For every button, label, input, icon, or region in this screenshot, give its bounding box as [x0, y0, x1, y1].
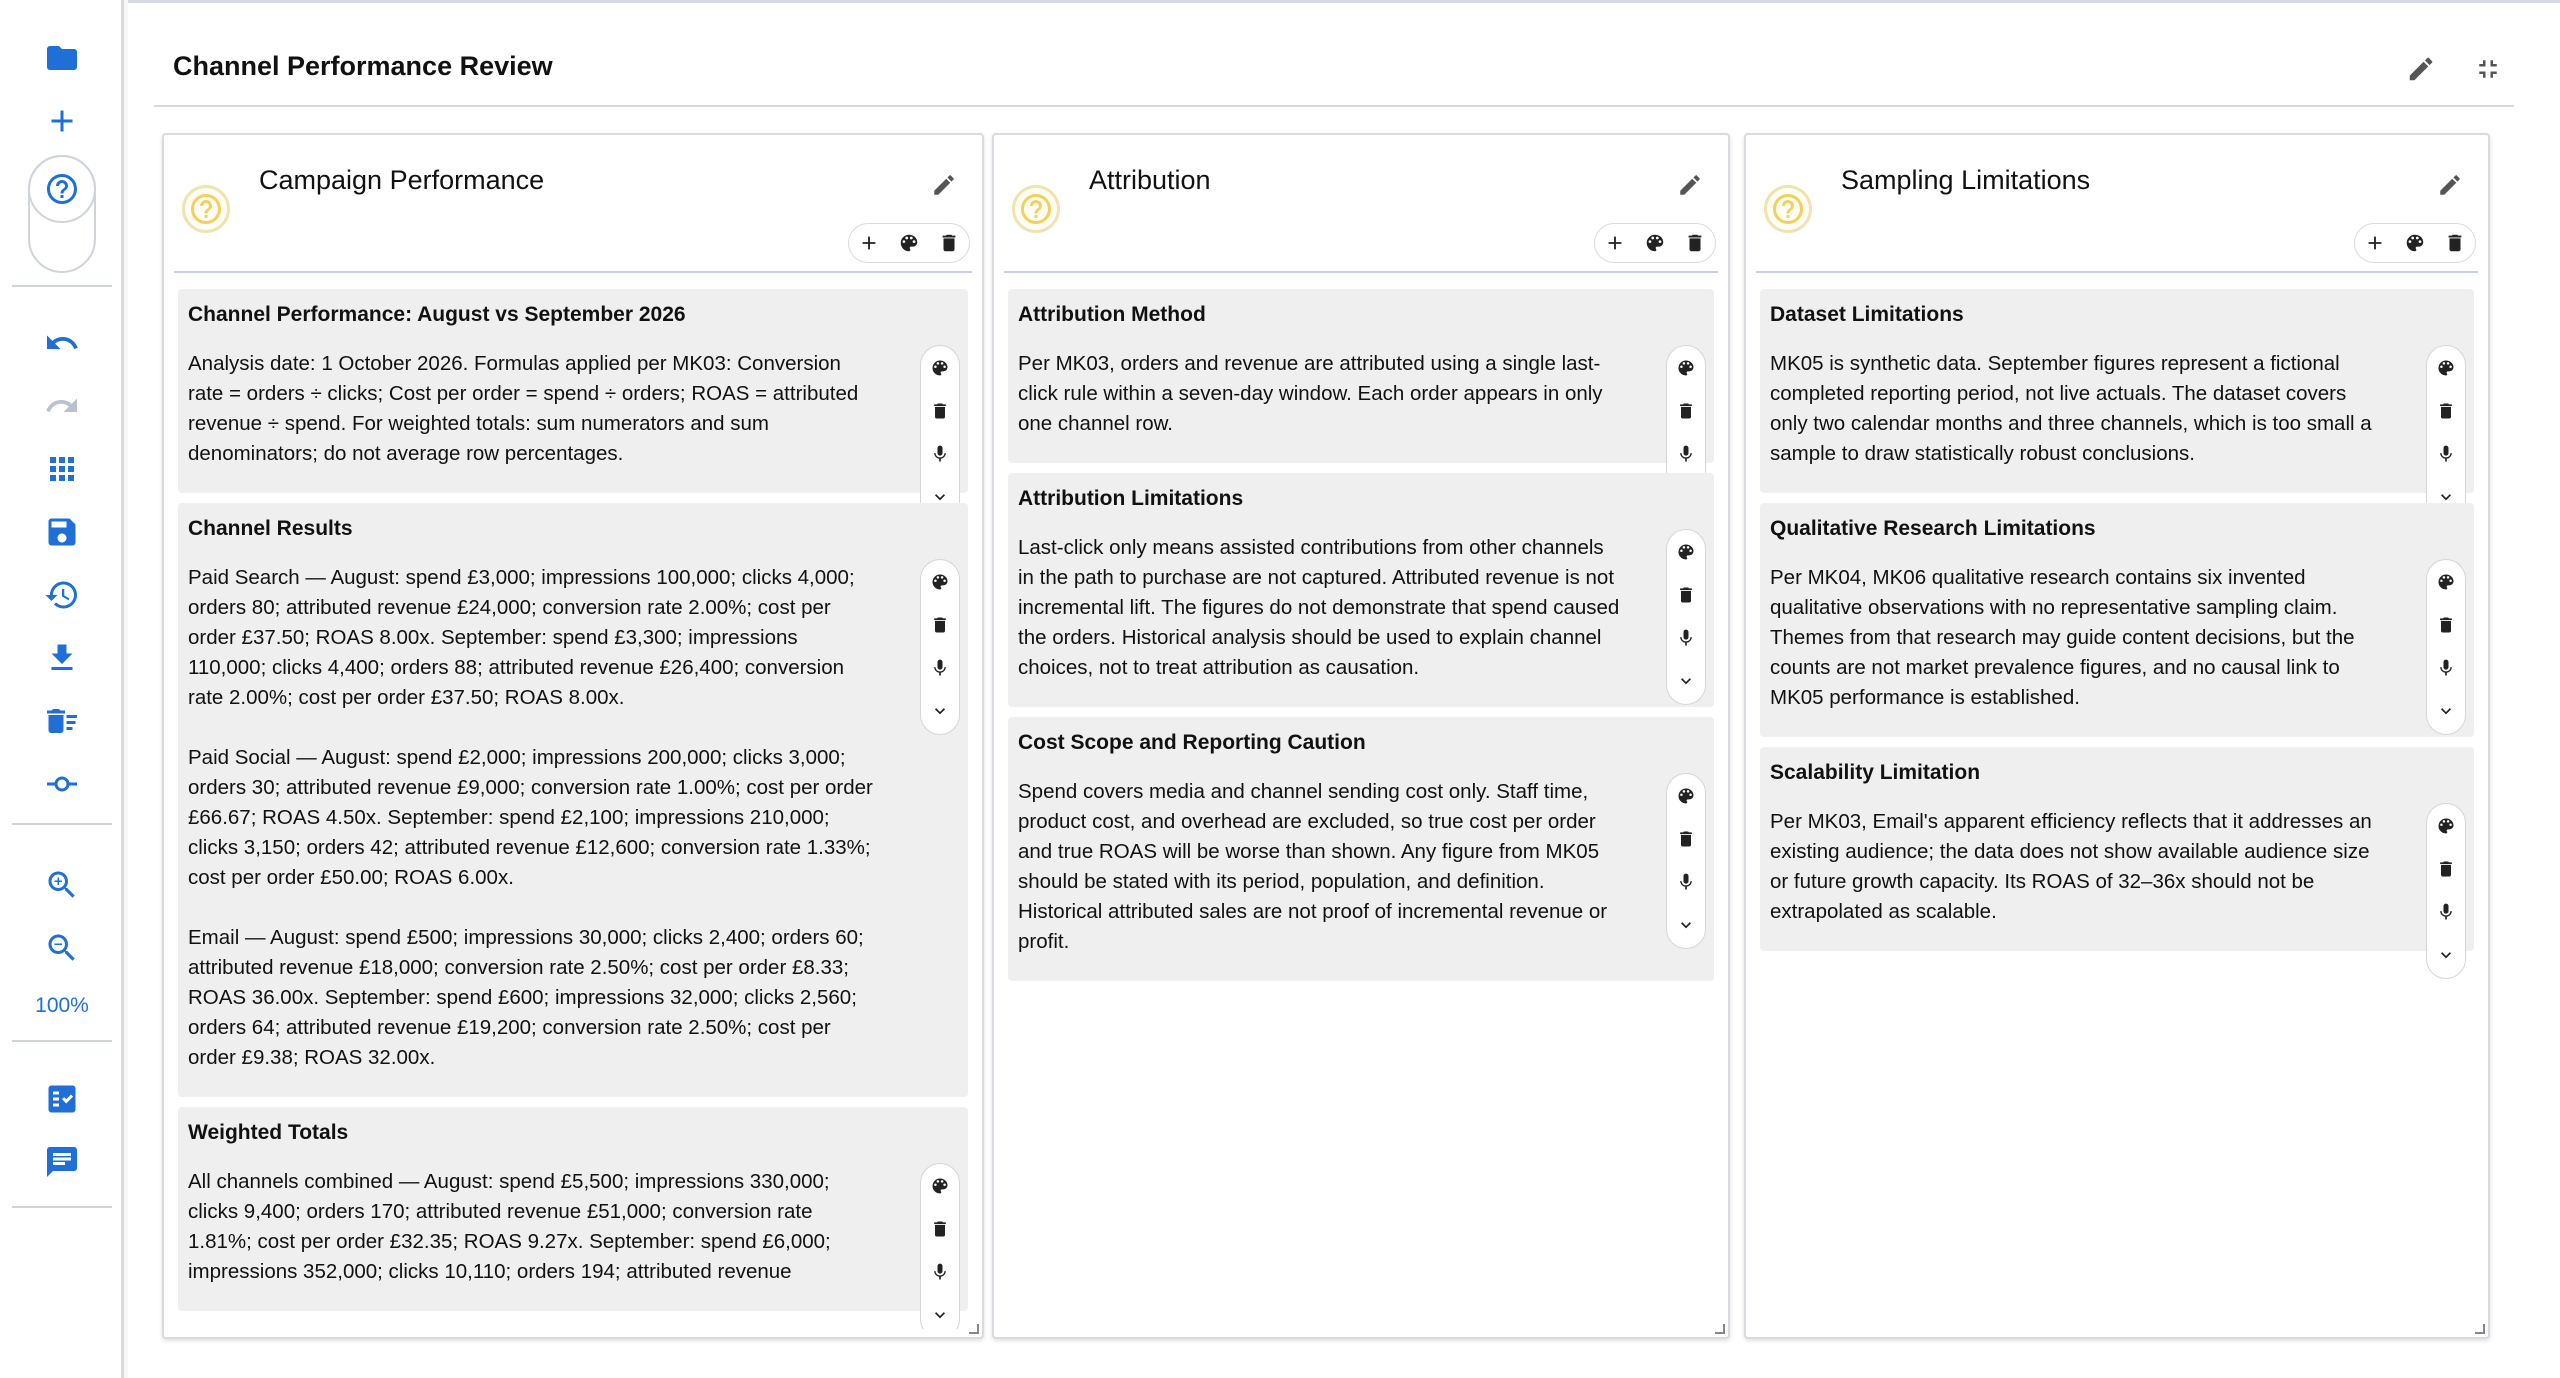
add-icon[interactable] [22, 96, 102, 146]
chevron-down-icon[interactable] [2427, 689, 2465, 732]
header-divider [154, 105, 2514, 107]
add-card-icon[interactable] [2355, 224, 2395, 262]
card-body: Paid Search — August: spend £3,000; impressions 100,000; clicks 4,000; orders 80; attributed revenue £24,000; conversion rate 2.00%; cost per order £37.50; ROAS 8.00x. September: spend £3,300; impressions 110,000; clicks 4,400; orders 88; attributed revenue £26,400; conversion rate 2.00%; cost per order £37.50; ROAS 8.00x. Paid Social — August: spend £2,000; impressions 200,000; clicks 3,000; orders 30; attributed revenue £9,000; conversion rate 1.00%; cost per order £66.67; ROAS 4.50x. September: spend £2,100; impressions 210,000; clicks 3,150; orders 42; attributed revenue £12,600; conversion rate 1.33%; cost per order £50.00; ROAS 6.00x. Email — August: spend £500; impressions 30,000; clicks 2,400; orders 60; attributed revenue £18,000; conversion rate 2.50%; cost per order £8.33; ROAS 36.00x. September: spend £600; impressions 32,000; clicks 2,560; orders 64; attributed revenue £19,200; conversion rate 2.50%; cost per order £9.38; ROAS 32.00x. [188, 566, 873, 1069]
board [128, 0, 2560, 1378]
card[interactable] [1008, 473, 1714, 707]
resize-handle[interactable] [969, 1324, 979, 1334]
column-header [994, 135, 1728, 275]
commit-icon[interactable] [22, 759, 102, 809]
card[interactable] [178, 1107, 968, 1311]
checklist-icon[interactable] [22, 1074, 102, 1124]
undo-icon[interactable] [22, 318, 102, 368]
card-body: Per MK03, orders and revenue are attributed using a single last-click rule within a seven-day window. Each order appears in only one channel row. [1018, 352, 1609, 435]
page-title: Channel Performance Review [173, 51, 553, 81]
card-body: Analysis date: 1 October 2026. Formulas applied per MK03: Conversion rate = orders ÷ clicks; Cost per order = spend ÷ orders; ROAS = attributed revenue ÷ spend. For weighted totals: sum numerators and sum denominators; do not average row percentages. [188, 352, 864, 465]
card-body: All channels combined — August: spend £5,500; impressions 330,000; clicks 9,400; orders 170; attributed revenue £51,000; conversion rate 1.81%; cost per order £32.35; ROAS 9.27x. September: spend £6,000; impressions 352,000; clicks 10,110; orders 194; attributed revenue [188, 1170, 837, 1283]
column-title: Sampling Limitations [1841, 165, 2091, 195]
card-title: Scalability Limitation [1770, 761, 1981, 784]
card[interactable] [1760, 747, 2474, 951]
palette-icon[interactable] [1667, 774, 1705, 817]
card-tools [920, 345, 960, 521]
card[interactable] [178, 289, 968, 493]
add-card-icon[interactable] [849, 224, 889, 262]
palette-icon[interactable] [921, 560, 959, 603]
column-divider [1756, 271, 2478, 273]
card-title: Weighted Totals [188, 1121, 349, 1144]
palette-icon[interactable] [2427, 560, 2465, 603]
card-tools [2426, 559, 2466, 735]
microphone-icon[interactable] [2427, 646, 2465, 689]
palette-icon[interactable] [2427, 804, 2465, 847]
card-tools [2426, 345, 2466, 521]
column-sampling-limitations [1744, 133, 2490, 1339]
delete-icon[interactable] [2435, 224, 2475, 262]
card-title: Qualitative Research Limitations [1770, 517, 2096, 540]
card-tools [1666, 773, 1706, 949]
delete-icon[interactable] [1675, 224, 1715, 262]
collapse-icon[interactable] [2468, 49, 2508, 89]
column-title: Campaign Performance [259, 165, 545, 195]
card-list [1760, 289, 2474, 1329]
help-icon[interactable] [1012, 185, 1060, 233]
download-icon[interactable] [22, 633, 102, 683]
card-list [178, 289, 968, 1329]
column-campaign-performance [162, 133, 984, 1339]
chevron-down-icon[interactable] [2427, 933, 2465, 976]
palette-icon[interactable] [2395, 224, 2435, 262]
palette-icon[interactable] [1667, 346, 1705, 389]
column-header [1746, 135, 2488, 275]
delete-icon[interactable] [2427, 389, 2465, 432]
card-title: Attribution Method [1018, 303, 1206, 326]
zoom-in-icon[interactable] [22, 860, 102, 910]
resize-handle[interactable] [1715, 1324, 1725, 1334]
edit-icon[interactable] [924, 165, 964, 205]
column-attribution [992, 133, 1730, 1339]
toolbar-divider [12, 823, 112, 825]
card-body: MK05 is synthetic data. September figures represent a fictional completed reporting period, not live actuals. The dataset covers only two calendar months and three channels, which is too small a sample to draw statistically robust conclusions. [1770, 352, 2378, 465]
palette-icon[interactable] [1635, 224, 1675, 262]
delete-icon[interactable] [921, 603, 959, 646]
zoom-level: 100% [35, 994, 89, 1017]
column-tools [2354, 223, 2476, 263]
edit-icon[interactable] [1670, 165, 1710, 205]
help-icon[interactable] [28, 155, 96, 223]
card-body: Per MK04, MK06 qualitative research contains six invented qualitative observations with no representative sampling claim. Themes from that research may guide content decisions, but the counts are not market prevalence figures, and no causal link to MK05 performance is established. [1770, 566, 2361, 709]
microphone-icon[interactable] [2427, 432, 2465, 475]
comment-icon[interactable] [22, 1137, 102, 1187]
help-icon[interactable] [182, 185, 230, 233]
column-divider [174, 271, 972, 273]
folder-icon[interactable] [22, 33, 102, 83]
edit-title-icon[interactable] [2401, 49, 2441, 89]
card-tools [1666, 529, 1706, 705]
palette-icon[interactable] [2427, 346, 2465, 389]
microphone-icon[interactable] [921, 1250, 959, 1293]
save-icon[interactable] [22, 507, 102, 557]
card-title: Channel Results [188, 517, 353, 540]
card-title: Cost Scope and Reporting Caution [1018, 731, 1366, 754]
microphone-icon[interactable] [1667, 432, 1705, 475]
delete-icon[interactable] [1667, 389, 1705, 432]
column-divider [1004, 271, 1718, 273]
card[interactable] [1008, 289, 1714, 463]
history-icon[interactable] [22, 570, 102, 620]
microphone-icon[interactable] [921, 646, 959, 689]
help-icon[interactable] [1764, 185, 1812, 233]
chevron-down-icon[interactable] [921, 1293, 959, 1329]
card-tools [920, 559, 960, 735]
edit-icon[interactable] [2430, 165, 2470, 205]
delete-icon[interactable] [2427, 603, 2465, 646]
column-title: Attribution [1089, 165, 1211, 195]
chevron-down-icon[interactable] [1667, 659, 1705, 702]
card-title: Channel Performance: August vs September 2026 [188, 303, 686, 326]
column-header [164, 135, 982, 275]
chevron-down-icon[interactable] [1667, 903, 1705, 946]
resize-handle[interactable] [2475, 1324, 2485, 1334]
palette-icon[interactable] [921, 1164, 959, 1207]
grid-icon[interactable] [22, 444, 102, 494]
delete-icon[interactable] [929, 224, 969, 262]
card[interactable] [178, 503, 968, 1097]
card-title: Attribution Limitations [1018, 487, 1244, 510]
zoom-out-icon[interactable] [22, 923, 102, 973]
delete-icon[interactable] [2427, 847, 2465, 890]
help-toggle[interactable] [28, 155, 96, 273]
card-body: Per MK03, Email's apparent efficiency reflects that it addresses an existing audience; the data does not show available audience size or future growth capacity. Its ROAS of 32–36x should not be extrapolated as scalable. [1770, 810, 2378, 923]
toolbar-divider [12, 1206, 112, 1208]
add-card-icon[interactable] [1595, 224, 1635, 262]
card-tools [920, 1163, 960, 1329]
toolbar-divider [12, 285, 112, 287]
delete-icon[interactable] [1667, 817, 1705, 860]
redo-icon[interactable] [22, 381, 102, 431]
microphone-icon[interactable] [1667, 616, 1705, 659]
card-list [1008, 289, 1714, 1329]
microphone-icon[interactable] [921, 432, 959, 475]
microphone-icon[interactable] [1667, 860, 1705, 903]
column-tools [848, 223, 970, 263]
toolbar-divider [12, 1040, 112, 1042]
microphone-icon[interactable] [2427, 890, 2465, 933]
card-body: Last-click only means assisted contributions from other channels in the path to purchase are not captured. Attributed revenue is not incremental lift. The figures do not demonstrate that spend caused the orders. Historical analysis should be used to explain channel choices, not to treat attribution as causation. [1018, 536, 1626, 679]
delete-icon[interactable] [921, 1207, 959, 1250]
card-body: Spend covers media and channel sending cost only. Staff time, product cost, and overhead are excluded, so true cost per order and true ROAS will be worse than shown. Any figure from MK05 should be stated with its period, population, and definition. Historical attributed sales are not proof of incremental revenue or profit. [1018, 780, 1613, 953]
clear-list-icon[interactable] [22, 696, 102, 746]
palette-icon[interactable] [889, 224, 929, 262]
column-tools [1594, 223, 1716, 263]
left-toolbar [0, 0, 124, 1378]
delete-icon[interactable] [921, 389, 959, 432]
card[interactable] [1008, 717, 1714, 981]
palette-icon[interactable] [921, 346, 959, 389]
card-tools [2426, 803, 2466, 979]
delete-icon[interactable] [1667, 573, 1705, 616]
palette-icon[interactable] [1667, 530, 1705, 573]
card[interactable] [1760, 503, 2474, 737]
chevron-down-icon[interactable] [921, 689, 959, 732]
card[interactable] [1760, 289, 2474, 493]
card-title: Dataset Limitations [1770, 303, 1964, 326]
